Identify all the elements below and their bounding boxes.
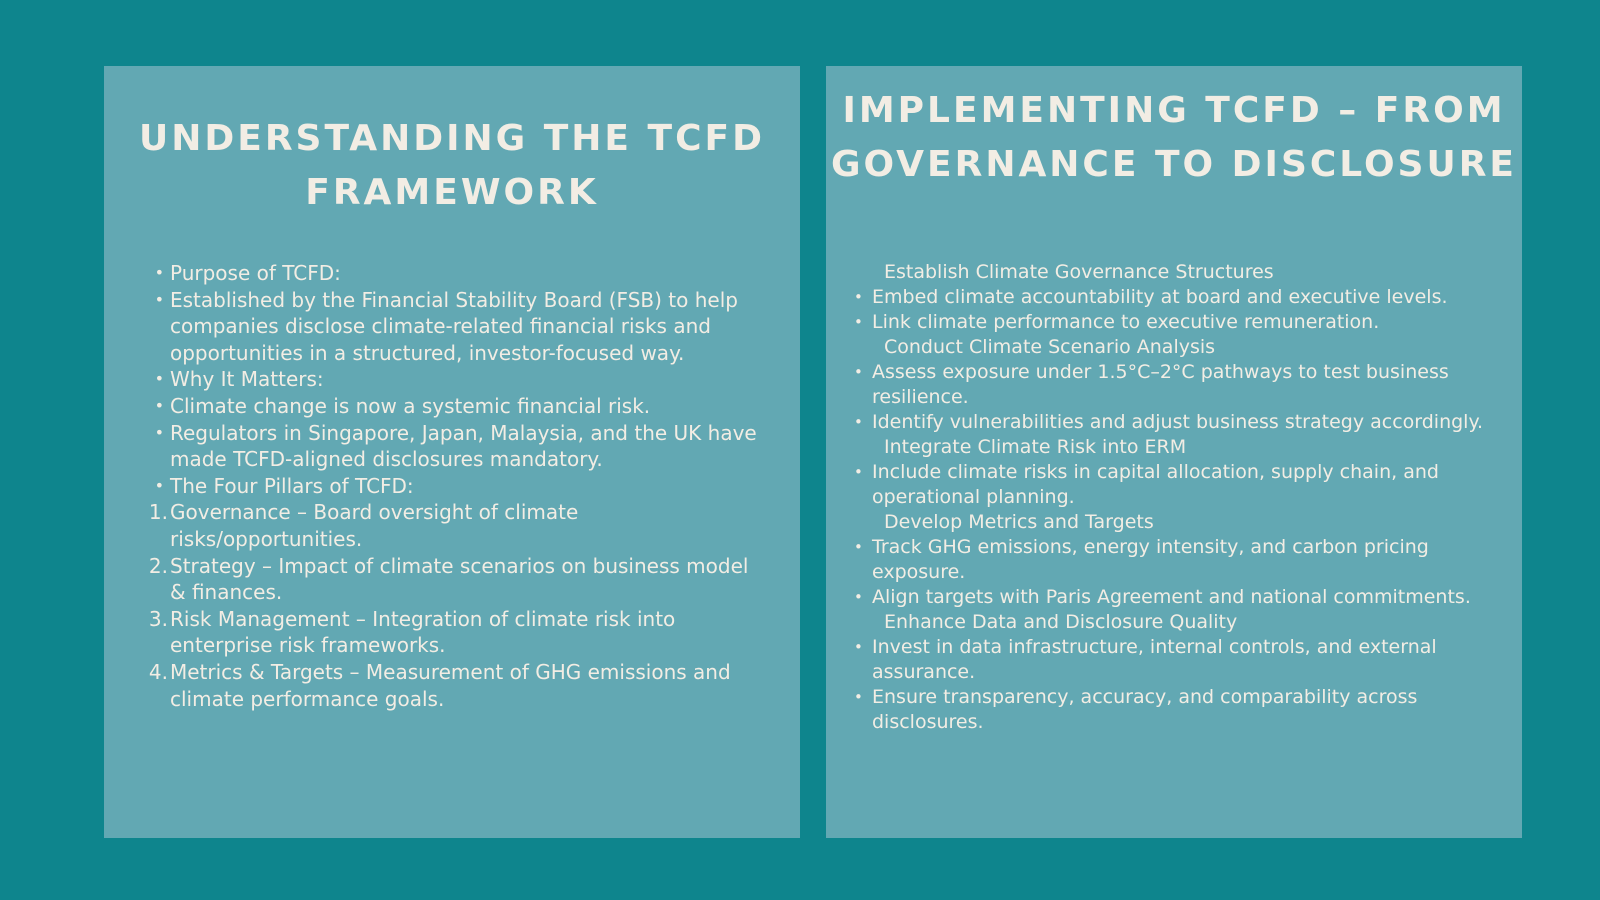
list-item: 4. Metrics & Targets – Measurement of GHG emissions and climate performance goals. [170,659,770,712]
section-heading: Enhance Data and Disclosure Quality [884,611,1238,633]
right-card [826,66,1522,838]
list-item: • Embed climate accountability at board and executive levels. [854,285,1504,310]
section-heading: Conduct Climate Scenario Analysis [884,336,1216,358]
list-item: • Track GHG emissions, energy intensity, and carbon pricing exposure. [854,535,1504,585]
left-card [104,66,800,838]
list-item: • Regulators in Singapore, Japan, Malaysia, and the UK have made TCFD-aligned disclosures mandatory. [170,420,770,473]
list-item: • Align targets with Paris Agreement and national commitments. [854,585,1504,610]
list-item: • Identify vulnerabilities and adjust business strategy accordingly. [854,410,1504,435]
list-item: • Link climate performance to executive remuneration. [854,310,1504,335]
list-item: • Why It Matters: [170,366,770,393]
list-item: • Assess exposure under 1.5°C–2°C pathways to test business resilience. [854,360,1504,410]
list-item: • Climate change is now a systemic financial risk. [170,393,770,420]
list-item: • Invest in data infrastructure, internal controls, and external assurance. [854,635,1504,685]
list-item: • Include climate risks in capital allocation, supply chain, and operational planning. [854,460,1504,510]
list-item: • Purpose of TCFD: [170,260,770,287]
section-heading: Integrate Climate Risk into ERM [884,436,1187,458]
list-item: • The Four Pillars of TCFD: [170,473,770,500]
list-item: 2. Strategy – Impact of climate scenarios on business model & finances. [170,553,770,606]
list-item: • Ensure transparency, accuracy, and comparability across disclosures. [854,685,1504,735]
right-card-list [854,260,1504,735]
section-heading: Develop Metrics and Targets [884,511,1154,533]
list-item: 3. Risk Management – Integration of climate risk into enterprise risk frameworks. [170,606,770,659]
left-card-list [170,260,770,712]
left-card-title: UNDERSTANDING THE TCFD FRAMEWORK [139,118,765,213]
list-item: • Established by the Financial Stability Board (FSB) to help companies disclose climate-related financial risks and opportunities in a structured, investor-focused way. [170,287,770,367]
right-card-title: IMPLEMENTING TCFD – FROM GOVERNANCE TO DISCLOSURE [830,90,1518,185]
list-item: 1. Governance – Board oversight of climate risks/opportunities. [170,499,770,552]
section-heading: Establish Climate Governance Structures [884,261,1274,283]
